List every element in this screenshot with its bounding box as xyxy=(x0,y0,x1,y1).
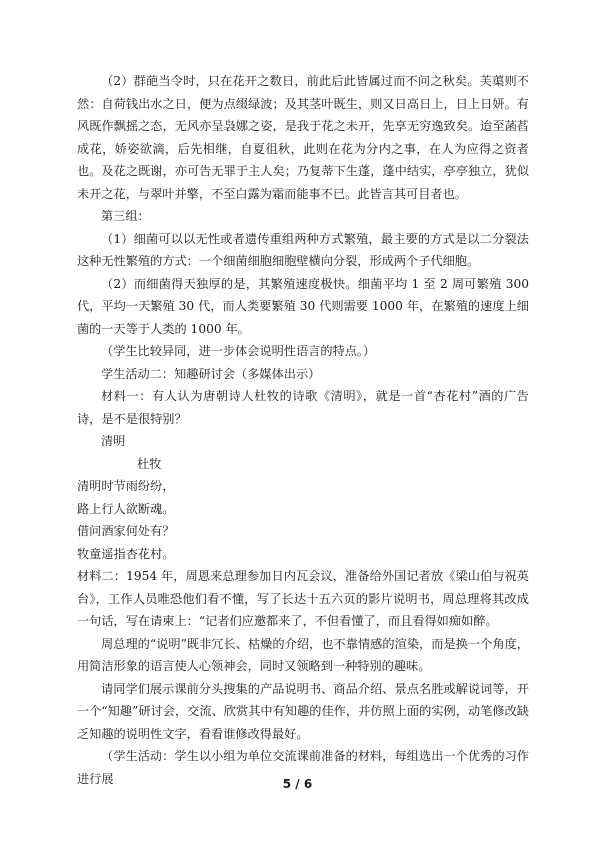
page-number: 5 / 6 xyxy=(282,777,313,791)
poem-line: 路上行人欲断魂。 xyxy=(77,501,175,516)
poem-line: 借问酒家何处有？ xyxy=(77,524,175,538)
premier-explanation: 周总理的“说明”既非冗长、枯燥的介绍，也不靠情感的渲染，而是换一个角度，用简洁形象的语言使人心领神会，同时又领略到一种特别的趣味。 xyxy=(77,636,529,673)
material-one: 材料一：有人认为唐朝诗人杜牧的诗歌《清明》，就是一首“杏花村”酒的广告诗，是不是很特别？ xyxy=(77,389,529,426)
group-three-heading: 第三组： xyxy=(101,209,150,223)
task-instruction: 请同学们展示课前分头搜集的产品说明书、商品介绍、景点名胜或解说词等，开一个“知趣”研讨会，交流、欣赏其中有知趣的佳作，并仿照上面的实例，动笔修改缺乏知趣的说明性文字，看看谁修改得最好。 xyxy=(77,681,529,741)
activity-two-heading: 学生活动二：知趣研讨会（多媒体出示） xyxy=(101,366,321,381)
student-compare-note: （学生比较异同，进一步体会说明性语言的特点。） xyxy=(101,344,376,358)
material-two: 材料二：1954 年，周恩来总理参加日内瓦会议，准备给外国记者放《梁山伯与祝英台》，工作人员唯恐他们看不懂，写了长达十五六页的影片说明书，周总理将其改成一句话，写在请柬上：“记者们应邀都来了，不但看懂了，而且看得如痴如醉。 xyxy=(77,569,529,628)
paragraph-lotus: （2）群葩当令时，只在花开之数日，前此后此皆属过而不问之秋矣。芙蕖则不然：自荷钱出水之日，便为点缀绿波；及其茎叶既生，则又日高日上，日上日妍。有风既作飘摇之态，无风亦呈袅娜之姿，是我于花之未开，先享无穷逸致矣。迨至菡萏成花，娇姿欲滴，后先相继，自夏徂秋，此则在花为分内之事，在人为应得之资者也。及花之既谢，亦可告无罪于主人矣；乃复蒂下生蓬，蓬中结实，亭亭独立，犹似未开之花，与翠叶并擎，不至白露为霜而能事不已。此皆言其可目者也。 xyxy=(77,74,529,201)
poem-line: 清明时节雨纷纷， xyxy=(77,479,175,493)
student-activity-note: （学生活动：学生以小组为单位交流课前准备的材料，每组选出一个优秀的习作进行展 xyxy=(77,749,529,786)
poem-author: 杜牧 xyxy=(137,456,162,471)
poem-title: 清明 xyxy=(101,434,126,448)
paragraph-bacteria-1: （1）细菌可以以无性或者遗传重组两种方式繁殖，最主要的方式是以二分裂法这种无性繁殖的方式：一个细菌细胞细胞壁横向分裂，形成两个子代细胞。 xyxy=(77,231,529,268)
poem-line: 牧童遥指杏花村。 xyxy=(77,546,175,561)
document-body xyxy=(77,70,529,790)
paragraph-bacteria-2: （2）而细菌得天独厚的是，其繁殖速度极快。细菌平均 1 至 2 周可繁殖 300 代，平均一天繁殖 30 代，而人类要繁殖 30 代则需要 1000 年，在繁殖的速度上细菌的一天等于人类的 1000 年。 xyxy=(77,276,529,336)
